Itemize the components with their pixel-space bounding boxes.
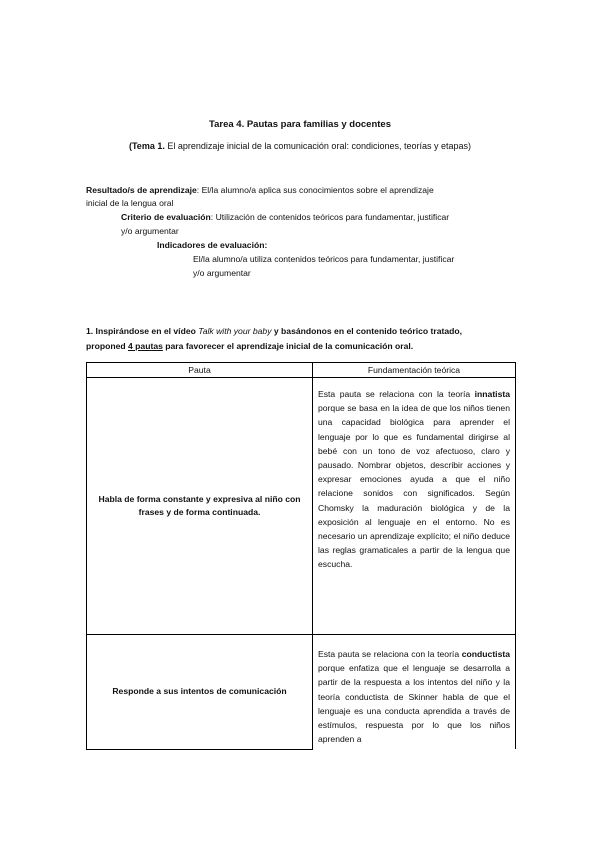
fundamentacion-cell [313,635,516,750]
indicadores-line-2: y/o argumentar [193,268,251,278]
page-subtitle [0,141,600,151]
question-1 [86,324,516,354]
guidelines-table [86,362,516,750]
indicadores-label: Indicadores de evaluación: [157,240,268,250]
resultado-line-2: inicial de la lengua oral [86,198,174,208]
resultado-text: : El/la alumno/a aplica sus conocimientos sobre el aprendizaje [196,185,434,195]
resultado-line-1 [86,184,434,197]
fund-post: porque enfatiza que el lenguaje se desarrolla a partir de la respuesta a los intentos del niño y la teoría conductista de Skinner habla de que el lenguaje es una conducta aprendida a través de estímulos, respuesta por lo que los niños aprenden a [318,663,510,745]
resultado-label: Resultado/s de aprendizaje [86,185,197,195]
header-fundamentacion: Fundamentación teórica [313,363,516,378]
fundamentacion-cell [313,378,516,635]
fund-pre: Esta pauta se relaciona con la teoría [318,649,462,659]
pauta-cell: Habla de forma constante y expresiva al niño con frases y de forma continuada. [87,378,313,635]
header-pauta: Pauta [87,363,313,378]
table-row [87,635,516,750]
pauta-cell: Responde a sus intentos de comunicación [87,635,313,750]
question-part3: proponed [86,341,129,351]
criterio-text: : Utilización de contenidos teóricos para fundamentar, justificar [210,212,450,222]
subtitle-theme-label: (Tema 1. [128,141,165,151]
question-number: 1. [86,326,94,336]
question-part2: y basándonos en el contenido teórico tratado, [271,326,463,336]
page-title: Tarea 4. Pautas para familias y docentes [209,119,391,130]
video-title: Talk with your baby [198,326,272,336]
question-part1: Inspirándose en el vídeo [93,326,199,336]
table-header-row [87,363,516,378]
fund-post: porque se basa en la idea de que los niños tienen una capacidad biológica para aprender el lenguaje por lo que es fundamental dirigirse al bebé con un tono de voz afectuoso, claro y pausado. Nombrar objetos, describir acciones y expresar emociones ayuda a que el niño relacione sonidos con significados. Según Chomsky la maduración biológica y de la exposición al lenguaje en el entorno. No es necesario un aprendizaje explícito; el niño deduce las reglas gramaticales a partir de la lengua que escucha. [318,403,510,570]
fund-pre: Esta pauta se relaciona con la teoría [318,389,475,399]
criterio-line-1 [121,211,449,224]
table-row [87,378,516,635]
fund-theory: innatista [474,389,510,399]
criterio-line-2: y/o argumentar [121,226,179,236]
criterio-label: Criterio de evaluación [121,212,211,222]
subtitle-theme-text: El aprendizaje inicial de la comunicación oral: condiciones, teorías y etapas) [164,141,472,151]
question-highlight: 4 pautas [128,341,163,351]
question-part4: para favorecer el aprendizaje inicial de la comunicación oral. [162,341,414,351]
indicadores-line-1: El/la alumno/a utiliza contenidos teóricos para fundamentar, justificar [193,254,455,264]
fund-theory: conductista [461,649,510,659]
